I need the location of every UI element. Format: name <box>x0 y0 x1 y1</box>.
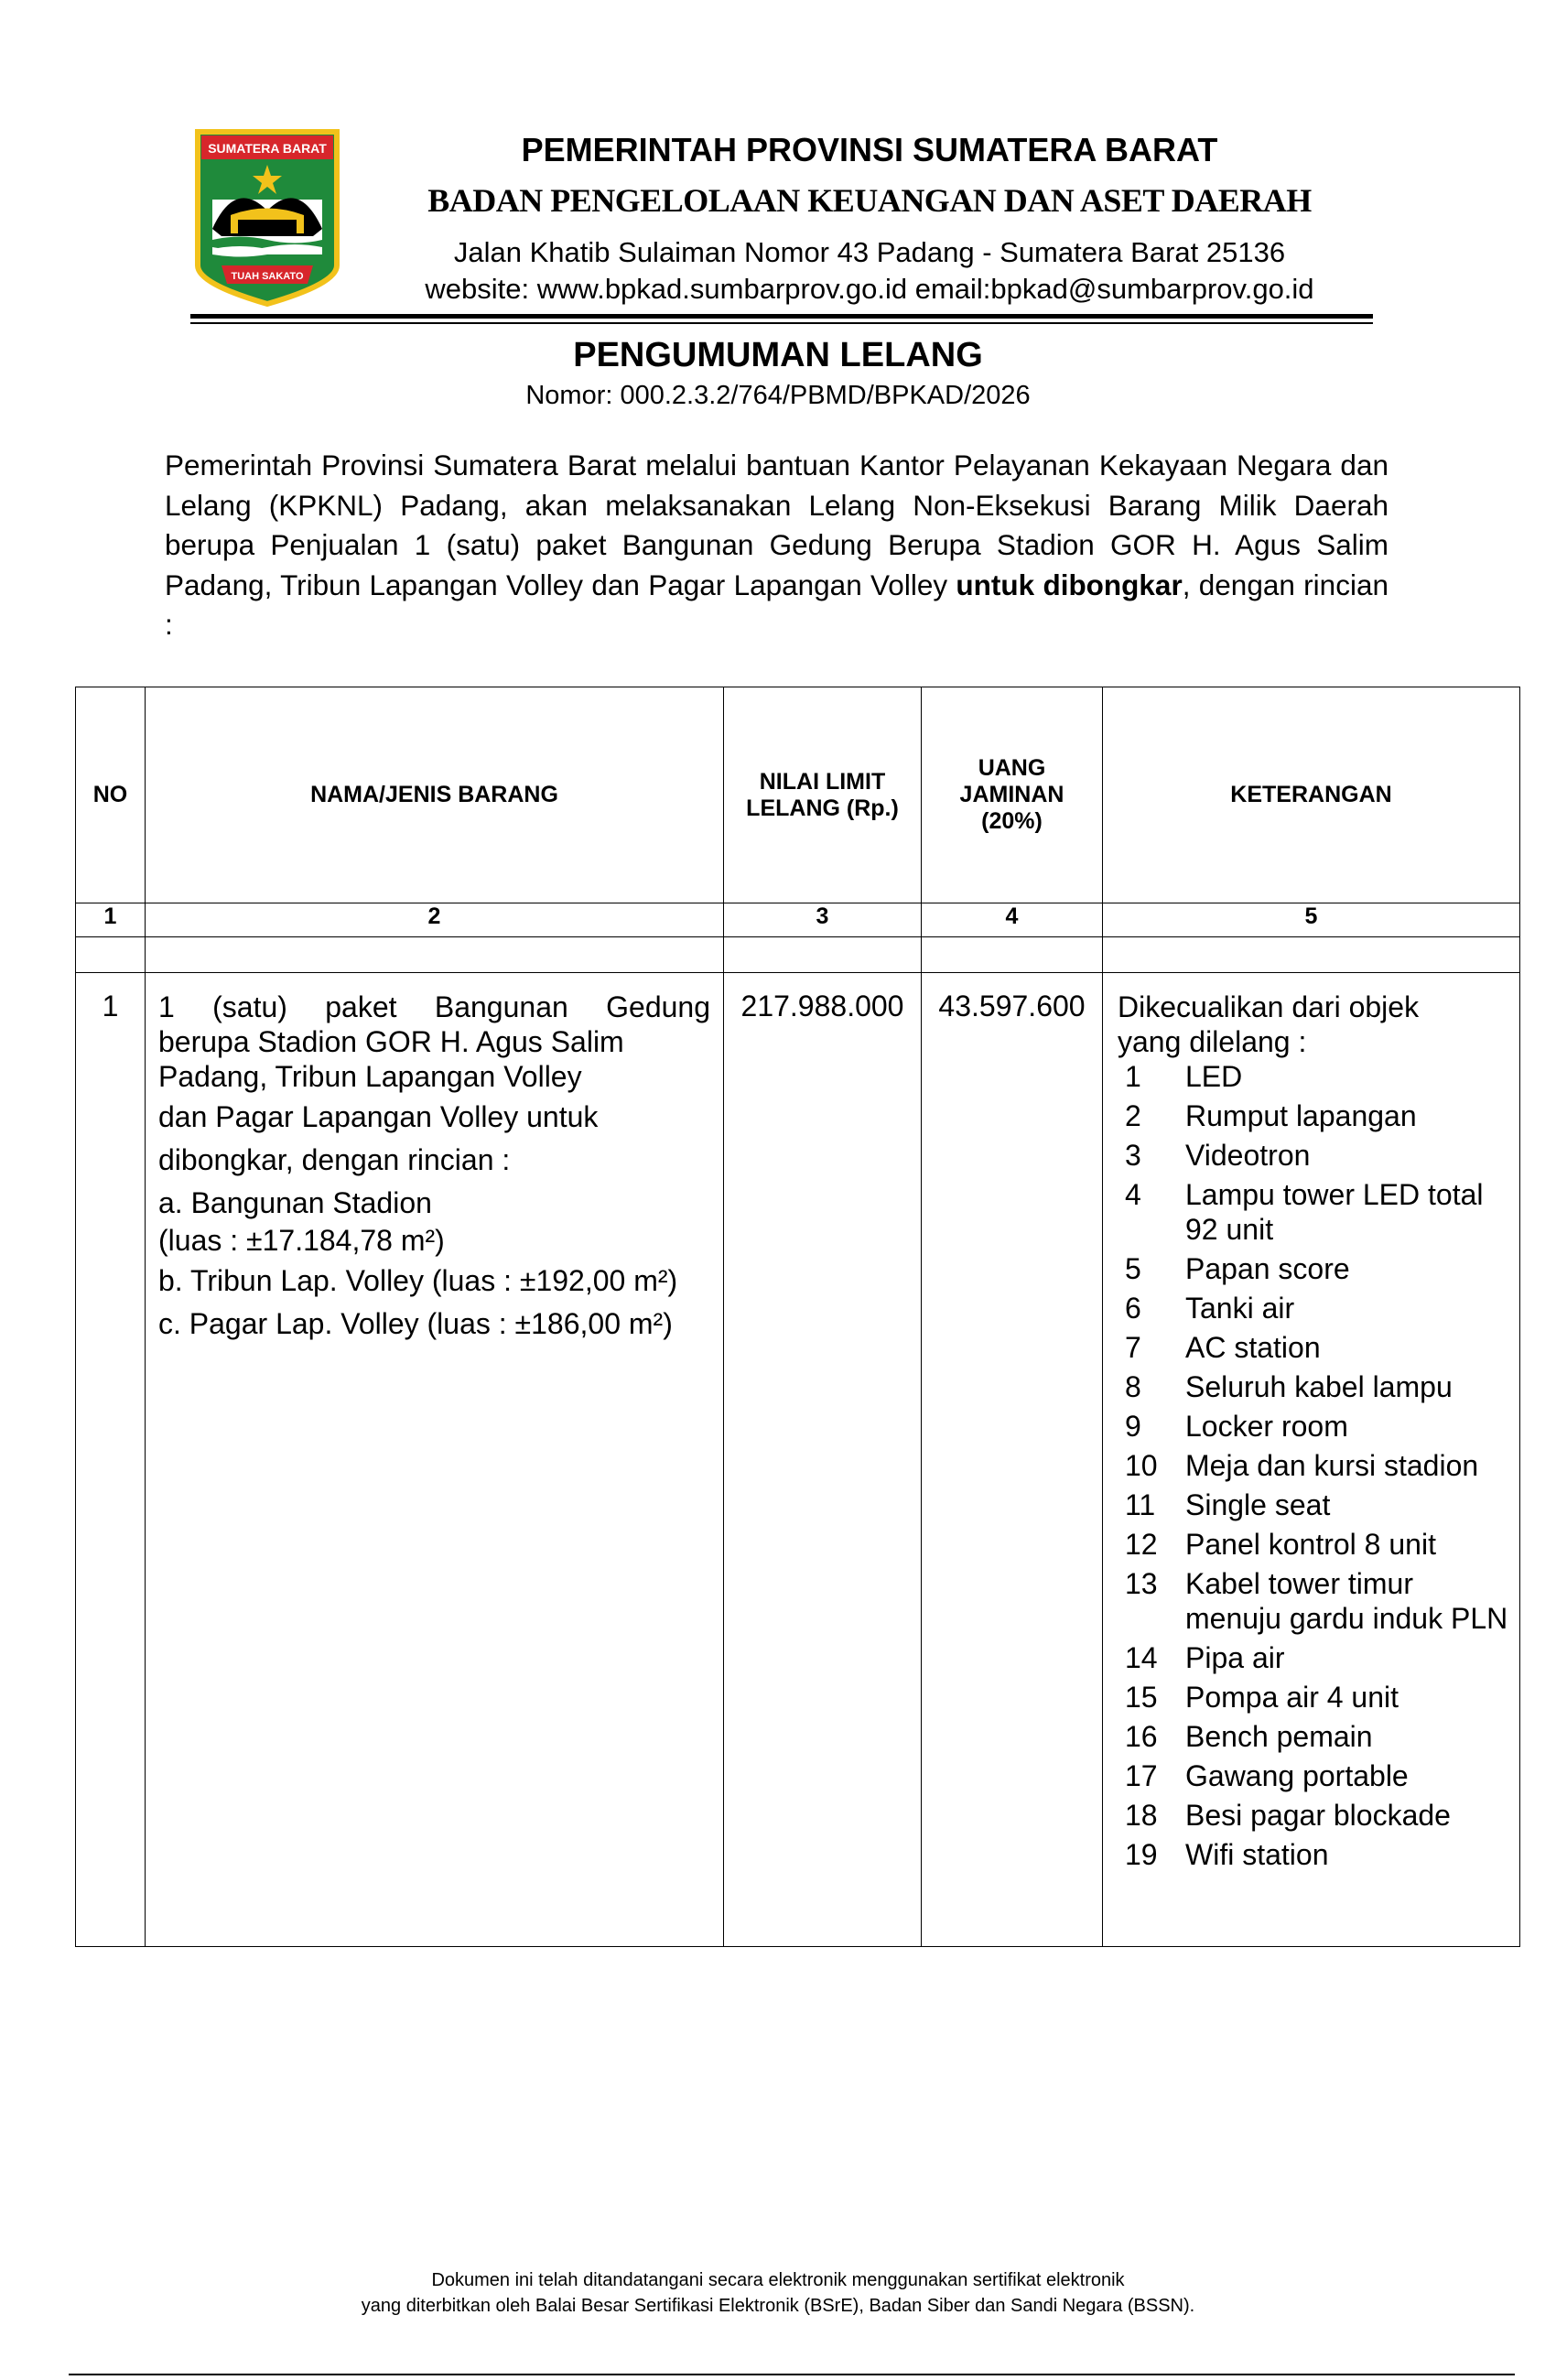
list-item <box>1118 1251 1510 1286</box>
intro-text-end: , dengan rincian : <box>165 568 1389 641</box>
item-line: Padang, Tribun Lapangan Volley <box>158 1060 582 1093</box>
header-deposit-line2: JAMINAN <box>959 782 1064 807</box>
list-item-number: 10 <box>1125 1449 1158 1482</box>
blank-cell <box>724 937 922 973</box>
table-row <box>76 973 1520 1947</box>
list-item-label: Bench pemain <box>1185 1720 1373 1753</box>
table-header-row <box>76 687 1520 903</box>
remarks-intro: yang dilelang : <box>1118 1025 1307 1058</box>
item-line: c. Pagar Lap. Volley (luas : ±186,00 m²) <box>158 1307 673 1340</box>
list-item-label: Besi pagar blockade <box>1185 1799 1451 1832</box>
list-item <box>1118 1059 1510 1094</box>
list-item-label: Single seat <box>1185 1488 1331 1521</box>
list-item-number: 12 <box>1125 1528 1158 1561</box>
list-item <box>1118 1680 1510 1715</box>
column-number: 5 <box>1103 903 1520 937</box>
list-item <box>1118 1098 1510 1133</box>
svg-text:TUAH SAKATO: TUAH SAKATO <box>231 271 304 282</box>
list-item-number: 14 <box>1125 1641 1158 1674</box>
item-line: a. Bangunan Stadion <box>158 1186 432 1219</box>
list-item-label: Wifi station <box>1185 1838 1329 1871</box>
list-item <box>1118 1369 1510 1404</box>
list-item-label: Pipa air <box>1185 1641 1285 1674</box>
agency-contact: website: www.bpkad.sumbarprov.go.id email:bpkad@sumbarprov.go.id <box>425 273 1314 305</box>
list-item <box>1118 1837 1510 1872</box>
list-item-label: Videotron <box>1185 1139 1311 1172</box>
header-limit-line1: NILAI LIMIT <box>759 768 886 795</box>
header-remarks: KETERANGAN <box>1103 687 1520 903</box>
list-item-number: 15 <box>1125 1681 1158 1714</box>
list-item-label: Lampu tower LED total 92 unit <box>1185 1178 1484 1246</box>
list-item-label: Pompa air 4 unit <box>1185 1681 1399 1714</box>
intro-text: Pemerintah Provinsi Sumatera Barat melalui bantuan Kantor Pelayanan Kekayaan Negara dan Lelang (KPKNL) Padang, akan melaksanakan Lelang Non-Eksekusi Barang Milik Daerah berupa Penjualan 1 (satu) paket Bangunan Gedung Berupa Stadion GOR H. Agus Salim Padang, Tribun Lapangan Volley dan Pagar Lapangan Volley <box>165 449 1389 601</box>
list-item <box>1118 1330 1510 1365</box>
list-item <box>1118 1640 1510 1675</box>
list-item <box>1118 1798 1510 1833</box>
remarks-intro: Dikecualikan dari objek <box>1118 990 1420 1023</box>
list-item-label: Kabel tower timur menuju gardu induk PLN <box>1185 1567 1508 1635</box>
list-item-number: 8 <box>1125 1370 1141 1403</box>
column-number: 2 <box>146 903 724 937</box>
header-no: NO <box>76 687 146 903</box>
item-line: berupa Stadion GOR H. Agus Salim <box>158 1025 624 1058</box>
list-item-number: 16 <box>1125 1720 1158 1753</box>
list-item-label: AC station <box>1185 1331 1321 1364</box>
blank-cell <box>146 937 724 973</box>
list-item-number: 9 <box>1125 1410 1141 1443</box>
list-item <box>1118 1758 1510 1793</box>
column-number-row <box>76 903 1520 937</box>
list-item-label: Meja dan kursi stadion <box>1185 1449 1479 1482</box>
list-item-number: 17 <box>1125 1759 1158 1792</box>
list-item-number: 18 <box>1125 1799 1158 1832</box>
column-number: 1 <box>76 903 146 937</box>
list-item-number: 1 <box>1125 1060 1141 1093</box>
list-item-label: Gawang portable <box>1185 1759 1409 1792</box>
list-item-number: 7 <box>1125 1331 1141 1364</box>
letterhead-rule-thick <box>190 314 1373 319</box>
header-deposit-line3: (20%) <box>981 808 1043 834</box>
list-item-number: 4 <box>1125 1178 1141 1211</box>
list-item-number: 3 <box>1125 1139 1141 1172</box>
list-item-label: Locker room <box>1185 1410 1348 1443</box>
list-item-number: 11 <box>1125 1488 1156 1521</box>
item-line: (luas : ±17.184,78 m²) <box>158 1224 445 1257</box>
exclusion-list <box>1118 1059 1510 1872</box>
letterhead-rule-thin <box>190 322 1373 324</box>
blank-cell <box>922 937 1103 973</box>
header-limit-value <box>724 687 922 903</box>
column-number: 4 <box>922 903 1103 937</box>
list-item-number: 5 <box>1125 1252 1141 1285</box>
blank-row <box>76 937 1520 973</box>
item-line: dibongkar, dengan rincian : <box>158 1143 511 1176</box>
list-item <box>1118 1448 1510 1483</box>
header-deposit <box>922 687 1103 903</box>
item-line: dan Pagar Lapangan Volley untuk <box>158 1100 599 1133</box>
list-item-label: Tanki air <box>1185 1292 1295 1325</box>
header-limit-line2: LELANG (Rp.) <box>746 795 899 821</box>
footer-signature-note: Dokumen ini telah ditandatangani secara elektronik menggunakan sertifikat elektronik <box>431 2270 1125 2290</box>
list-item <box>1118 1527 1510 1562</box>
list-item-number: 19 <box>1125 1838 1158 1871</box>
item-line: 1 (satu) paket Bangunan Gedung <box>158 990 710 1023</box>
list-item-number: 6 <box>1125 1292 1141 1325</box>
header-deposit-line1: UANG <box>978 755 1046 781</box>
footer-issuer-note: yang diterbitkan oleh Balai Besar Sertifikasi Elektronik (BSrE), Badan Siber dan Sandi Negara (BSSN). <box>361 2296 1195 2316</box>
blank-cell <box>1103 937 1520 973</box>
announcement-title: PENGUMUMAN LELANG <box>573 336 983 374</box>
list-item-label: Papan score <box>1185 1252 1350 1285</box>
remarks-cell <box>1103 973 1520 1947</box>
list-item-label: Rumput lapangan <box>1185 1099 1417 1132</box>
agency-address: Jalan Khatib Sulaiman Nomor 43 Padang - Sumatera Barat 25136 <box>453 236 1286 268</box>
list-item-label: Panel kontrol 8 unit <box>1185 1528 1436 1561</box>
list-item <box>1118 1177 1510 1247</box>
list-item-number: 13 <box>1125 1567 1158 1600</box>
list-item <box>1118 1409 1510 1444</box>
list-item <box>1118 1138 1510 1173</box>
auction-table <box>75 687 1520 1947</box>
list-item <box>1118 1291 1510 1325</box>
blank-cell <box>76 937 146 973</box>
agency-name: BADAN PENGELOLAAN KEUANGAN DAN ASET DAERAH <box>427 182 1312 219</box>
column-number: 3 <box>724 903 922 937</box>
item-line: b. Tribun Lap. Volley (luas : ±192,00 m²) <box>158 1264 678 1297</box>
row-number: 1 <box>76 973 146 1947</box>
intro-paragraph <box>165 446 1389 645</box>
item-description <box>146 973 724 1947</box>
header-item-name: NAMA/JENIS BARANG <box>146 687 724 903</box>
list-item-label: Seluruh kabel lampu <box>1185 1370 1453 1403</box>
list-item <box>1118 1566 1510 1636</box>
svg-text:SUMATERA BARAT: SUMATERA BARAT <box>208 141 327 156</box>
intro-emphasis: untuk dibongkar <box>956 568 1183 601</box>
list-item-label: LED <box>1185 1060 1243 1093</box>
announcement-number: Nomor: 000.2.3.2/764/PBMD/BPKAD/2026 <box>525 381 1031 410</box>
footer-rule <box>69 2374 1515 2375</box>
government-name: PEMERINTAH PROVINSI SUMATERA BARAT <box>521 131 1218 168</box>
list-item-number: 2 <box>1125 1099 1141 1132</box>
limit-value: 217.988.000 <box>724 973 922 1947</box>
list-item <box>1118 1488 1510 1522</box>
list-item <box>1118 1719 1510 1754</box>
deposit-value: 43.597.600 <box>922 973 1103 1947</box>
provincial-emblem-logo <box>194 128 340 307</box>
